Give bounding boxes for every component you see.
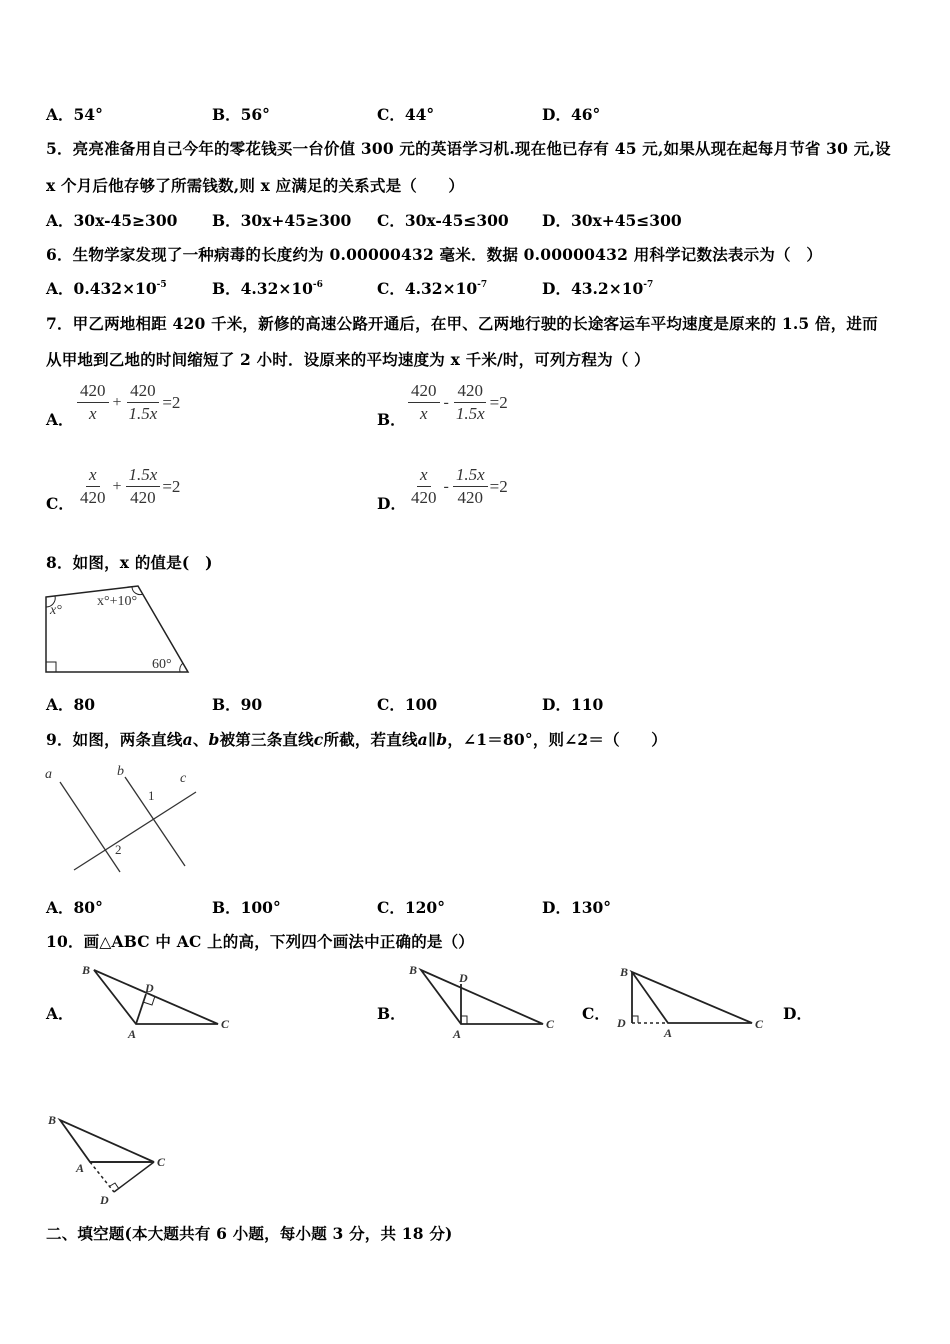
q8-option-d: D．110	[542, 695, 604, 714]
q6-text: 6．生物学家发现了一种病毒的长度约为 0.00000432 毫米．数据 0.00000432 用科学记数法表示为（ ）	[46, 245, 823, 264]
q10-text: 10．画△ABC 中 AC 上的高，下列四个画法中正确的是（）	[46, 932, 474, 951]
q8-option-a: A．80	[46, 695, 96, 714]
q10d-label-d: D	[100, 1193, 109, 1207]
q5-option-d: D．30x+45≤300	[542, 211, 682, 230]
q9-label-2: 2	[115, 842, 122, 857]
q10-figure-d	[44, 1110, 179, 1210]
q8-label-x-plus-10: x°+10°	[97, 594, 138, 609]
section-2-heading: 二、填空题(本大题共有 6 小题，每小题 3 分，共 18 分)	[46, 1224, 453, 1243]
q10c-label-b: B	[620, 965, 629, 979]
q6-option-d: D．$43.2\times 10^{-7}$	[542, 279, 654, 298]
q10-figure-c	[612, 960, 772, 1045]
q10b-label-b: B	[409, 963, 418, 977]
q10-label-c: C．	[582, 1004, 610, 1023]
q5-option-a: A．30x-45≥300	[46, 211, 178, 230]
q9-option-b: B．100°	[212, 898, 281, 917]
q6-option-c: C．$4.32\times 10^{-7}$	[377, 279, 488, 298]
q9-label-c: c	[180, 771, 187, 786]
q8-label-60: 60°	[152, 657, 172, 672]
q9-text: 9．如图，两条直线a、b被第三条直线c所截，若直线a∥b，∠1＝80°，则∠2＝（ ）	[46, 730, 667, 749]
q7-label-a: A．	[46, 410, 74, 429]
q5-option-b: B．30x+45≥300	[212, 211, 352, 230]
q10-label-d: D．	[783, 1004, 812, 1023]
q10d-label-c: C	[157, 1155, 166, 1169]
q10d-label-b: B	[48, 1113, 57, 1127]
q4-option-d: D．46°	[542, 105, 601, 124]
q9-label-1: 1	[148, 788, 155, 803]
q10a-label-d: D	[145, 981, 154, 995]
q4-option-b: B．56°	[212, 105, 270, 124]
q6-option-b: B．$4.32\times 10^{-6}$	[212, 279, 323, 298]
q9-parallel-lines-figure	[40, 762, 205, 880]
q10c-label-a: A	[664, 1026, 673, 1040]
q9-label-a: a	[45, 767, 52, 782]
q9-option-c: C．120°	[377, 898, 445, 917]
q10-figure-b	[405, 960, 565, 1045]
q10b-label-c: C	[546, 1017, 555, 1031]
q7-equation-d: x 420 - $\frac{1.5x}{420}$ =2	[411, 465, 508, 507]
q10c-label-d: D	[617, 1016, 626, 1030]
q10a-label-b: B	[82, 963, 91, 977]
q8-option-b: B．90	[212, 695, 263, 714]
q10b-label-d: D	[459, 971, 468, 985]
q10a-label-c: C	[221, 1017, 230, 1031]
q8-option-c: C．100	[377, 695, 438, 714]
q7-equation-a: 420 x + $\frac{420}{1.5x}$ =2	[75, 382, 180, 423]
q10-figure-a	[80, 960, 240, 1045]
q8-text: 8．如图，x 的值是( )	[46, 553, 213, 572]
q9-label-b: b	[117, 764, 124, 779]
q5-option-c: C．30x-45≤300	[377, 211, 509, 230]
q4-option-c: C．44°	[377, 105, 435, 124]
q7-equation-c: x 420 + $\frac{1.5x}{420}$ =2	[80, 465, 181, 507]
q9-option-d: D．130°	[542, 898, 612, 917]
q10-label-a: A．	[46, 1004, 74, 1023]
q8-label-x: x°	[50, 603, 62, 618]
q7-text-line1: 7．甲乙两地相距 420 千米，新修的高速公路开通后，在甲、乙两地行驶的长途客运车平均速度是原来的 1.5 倍，进而	[46, 314, 878, 333]
q10a-label-a: A	[128, 1027, 137, 1041]
q10-label-b: B．	[377, 1004, 406, 1023]
q10d-label-a: A	[76, 1161, 85, 1175]
q7-label-c: C．	[46, 494, 74, 513]
q6-option-a: A．$0.432\times 10^{-5}$	[46, 279, 167, 298]
q5-text-line2: x 个月后他存够了所需钱数,则 x 应满足的关系式是（ ）	[46, 176, 465, 195]
q10c-label-c: C	[755, 1017, 764, 1031]
q4-option-a: A．54°	[46, 105, 103, 124]
q8-quadrilateral-figure	[40, 582, 195, 680]
q5-text-line1: 5．亮亮准备用自己今年的零花钱买一台价值 300 元的英语学习机.现在他已存有 45 元,如果从现在起每月节省 30 元,设	[46, 139, 891, 158]
q7-text-line2: 从甲地到乙地的时间缩短了 2 小时．设原来的平均速度为 x 千米/时，可列方程为（ ）	[46, 350, 650, 369]
q9-option-a: A．80°	[46, 898, 103, 917]
q7-equation-b: 420 x - $\frac{420}{1.5x}$ =2	[406, 382, 508, 423]
q10b-label-a: A	[453, 1027, 462, 1041]
q7-label-b: B．	[377, 410, 406, 429]
q7-label-d: D．	[377, 494, 406, 513]
